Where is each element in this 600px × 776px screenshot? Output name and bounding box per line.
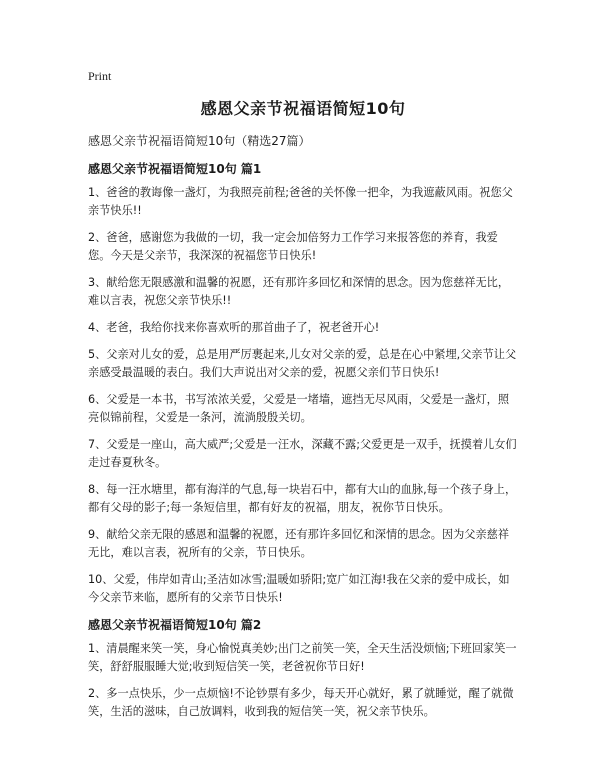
print-link[interactable]: Print [88,69,112,83]
section-2 [88,616,518,721]
paragraph: 5、父亲对儿女的爱，总是用严厉裹起来,儿女对父亲的爱，总是在心中紧埋,父亲节让父亲感受最温暖的表白。我们大声说出对父亲的爱，祝愿父亲们节日快乐! [88,348,517,379]
paragraph: 1、爸爸的教诲像一盏灯，为我照亮前程;爸爸的关怀像一把伞，为我遮蔽风雨。祝您父亲节快乐!! [88,186,513,217]
section-heading: 感恩父亲节祝福语简短10句 篇2 [88,618,262,632]
section-heading: 感恩父亲节祝福语简短10句 篇1 [88,162,262,176]
page-subtitle: 感恩父亲节祝福语简短10句（精选27篇） [88,134,311,148]
paragraph: 1、清晨醒来笑一笑，身心愉悦真美妙;出门之前笑一笑，全天生活没烦恼;下班回家笑一笑，舒舒服服睡大觉;收到短信笑一笑，老爸祝你节日好! [88,642,517,673]
paragraph: 8、每一汪水塘里，都有海洋的气息,每一块岩石中，都有大山的血脉,每一个孩子身上，都有父母的影子;每一条短信里，都有好友的祝福，朋友，祝你节日快乐。 [88,483,517,514]
paragraph: 7、父爱是一座山，高大威严;父爱是一汪水，深藏不露;父爱更是一双手，抚摸着儿女们走过春夏秋冬。 [88,438,517,469]
page-title: 感恩父亲节祝福语简短10句 [200,99,406,118]
paragraph: 6、父爱是一本书，书写浓浓关爱，父爱是一堵墙，遮挡无尽风雨，父爱是一盏灯，照亮似锦前程，父爱是一条河，流淌殷殷关切。 [88,393,510,424]
document-page [88,68,518,730]
paragraph: 10、父爱，伟岸如青山;圣洁如冰雪;温暖如骄阳;宽广如江海!我在父亲的爱中成长，如今父亲节来临，愿所有的父亲节日快乐! [88,573,510,604]
paragraph: 2、多一点快乐，少一点烦恼!不论钞票有多少，每天开心就好，累了就睡觉，醒了就微笑，生活的滋味，自己放调料，收到我的短信笑一笑，祝父亲节快乐。 [88,687,514,718]
paragraph: 3、献给您无限感激和温馨的祝愿，还有那许多回忆和深情的思念。因为您慈祥无比，难以言表，祝您父亲节快乐!! [88,276,510,307]
section-1 [88,160,518,607]
paragraph: 2、爸爸，感谢您为我做的一切，我一定会加倍努力工作学习来报答您的养育，我爱您。今天是父亲节，我深深的祝福您节日快乐! [88,231,498,262]
paragraph: 4、老爸，我给你找来你喜欢听的那首曲子了，祝老爸开心! [88,321,380,334]
paragraph: 9、献给父亲无限的感恩和温馨的祝愿，还有那许多回忆和深情的思念。因为父亲慈祥无比，难以言表，祝所有的父亲，节日快乐。 [88,528,510,559]
